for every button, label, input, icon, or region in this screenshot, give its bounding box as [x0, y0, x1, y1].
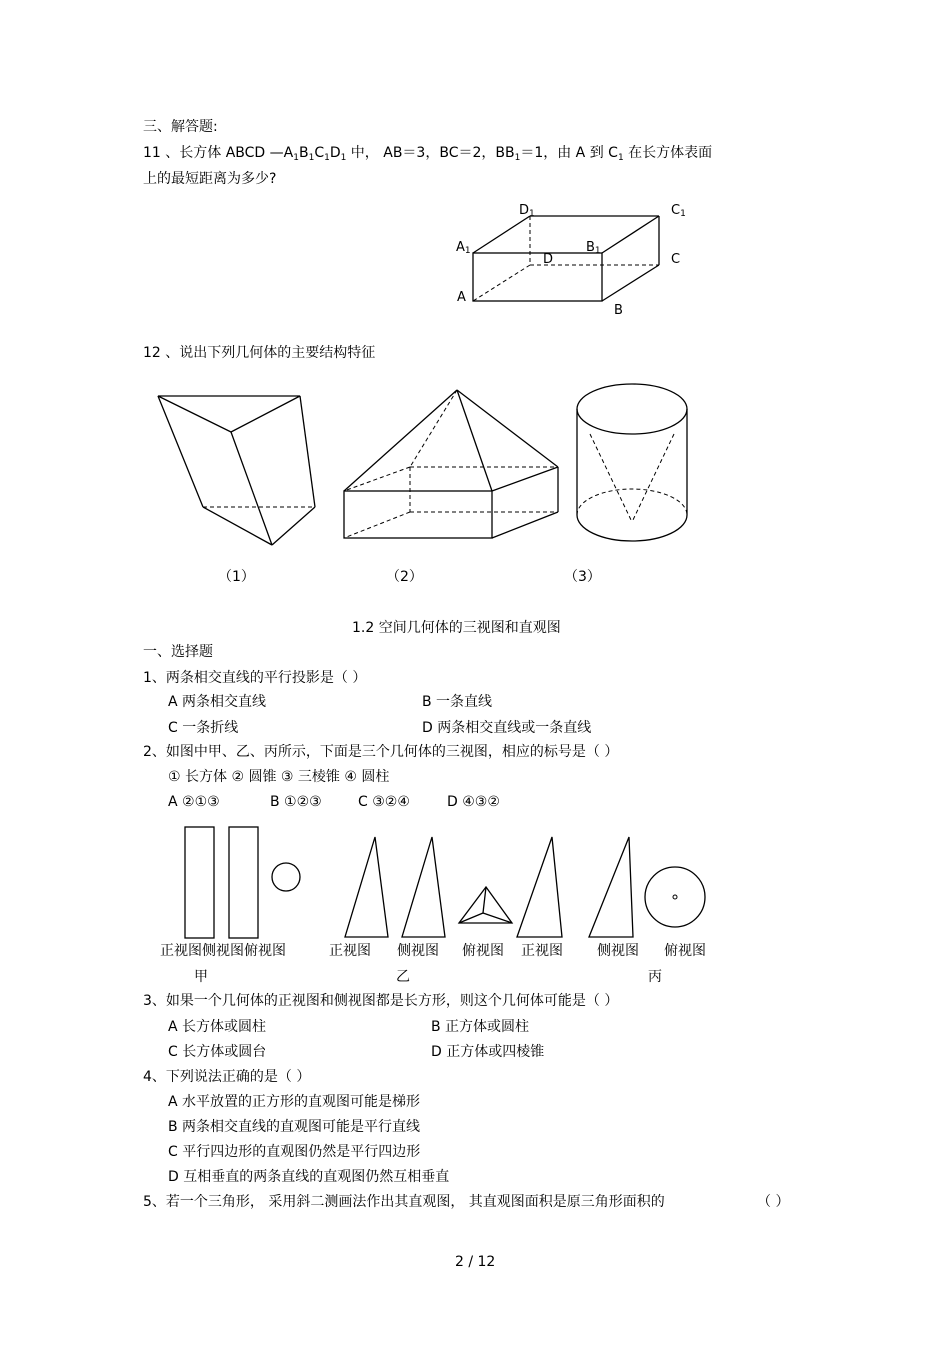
jia-views	[185, 827, 300, 938]
q11-line1: 11 、长方体 ABCD $—A_1B_1C_1D_1$ 中， AB＝3，BC＝2，$BB_1=1$，由 A 到 $C_1$ 在长方体表面	[143, 145, 713, 163]
cuboid-figure	[473, 216, 659, 301]
q4-option-b: B 两条相交直线的直观图可能是平行直线	[168, 1119, 421, 1135]
q5-stem: 5、若一个三角形， 采用斜二测画法作出其直观图， 其直观图面积是原三角形面积的	[143, 1194, 665, 1210]
q1-option-d: D 两条相交直线或一条直线	[422, 720, 592, 736]
svg-text:C1: C1	[671, 203, 686, 219]
yi-label: 乙	[396, 969, 410, 985]
yi-side-label: 侧视图	[397, 943, 439, 959]
section-heading: 1.2 空间几何体的三视图和直观图	[352, 620, 561, 636]
q2-choice-c: C ③②④	[358, 794, 410, 810]
cylinder-cone-figure	[577, 384, 687, 541]
yi-views	[345, 837, 512, 937]
bing-views	[517, 837, 705, 937]
svg-text:A1: A1	[456, 240, 471, 256]
q11-line2: 上的最短距离为多少?	[143, 171, 277, 187]
q12-stem: 12 、说出下列几何体的主要结构特征	[143, 345, 376, 361]
q3-option-d: D 正方体或四棱锥	[431, 1044, 545, 1060]
bing-top-label: 俯视图	[664, 943, 706, 959]
page-number: 2 / 12	[455, 1254, 496, 1270]
q4-option-c: C 平行四边形的直观图仍然是平行四边形	[168, 1144, 421, 1160]
q1-stem: 1、两条相交直线的平行投影是（ ）	[143, 670, 367, 686]
solid-label-2: （2）	[386, 569, 423, 585]
svg-text:C: C	[671, 252, 681, 267]
oblique-prism-figure	[158, 396, 315, 545]
bing-label: 丙	[648, 969, 662, 985]
q4-stem: 4、下列说法正确的是（ ）	[143, 1069, 311, 1085]
q3-option-b: B 正方体或圆柱	[431, 1019, 530, 1035]
solid-label-3: （3）	[564, 569, 601, 585]
q3-option-c: C 长方体或圆台	[168, 1044, 267, 1060]
q5-paren: （ ）	[757, 1194, 790, 1210]
q1-option-b: B 一条直线	[422, 694, 493, 710]
svg-text:B1: B1	[586, 240, 601, 256]
q3-option-a: A 长方体或圆柱	[168, 1019, 267, 1035]
pyramid-prism-figure	[344, 390, 558, 538]
svg-text:D: D	[543, 252, 554, 267]
q2-options-line: ① 长方体 ② 圆锥 ③ 三棱锥 ④ 圆柱	[168, 769, 390, 785]
yi-front-label: 正视图	[329, 943, 371, 959]
q1-option-c: C 一条折线	[168, 720, 239, 736]
q1-option-a: A 两条相交直线	[168, 694, 267, 710]
q2-stem: 2、如图中甲、乙、丙所示，下面是三个几何体的三视图，相应的标号是（ ）	[143, 744, 619, 760]
solid-label-1: （1）	[218, 569, 255, 585]
bing-side-label: 侧视图	[597, 943, 639, 959]
q2-choice-a: A ②①③	[168, 794, 220, 810]
q2-choice-b: B ①②③	[270, 794, 322, 810]
svg-text:B: B	[614, 303, 623, 318]
q3-stem: 3、如果一个几何体的正视图和侧视图都是长方形，则这个几何体可能是（ ）	[143, 993, 619, 1009]
svg-text:A: A	[457, 290, 466, 305]
section1-title: 一、选择题	[143, 644, 213, 660]
jia-label: 甲	[194, 969, 208, 985]
section3-title: 三、解答题:	[143, 119, 218, 135]
yi-top-label: 俯视图	[462, 943, 504, 959]
jia-view-labels: 正视图侧视图俯视图	[160, 943, 286, 959]
svg-text:D1: D1	[519, 203, 535, 219]
q4-option-d: D 互相垂直的两条直线的直观图仍然互相垂直	[168, 1169, 450, 1185]
bing-front-label: 正视图	[521, 943, 563, 959]
q2-choice-d: D ④③②	[447, 794, 500, 810]
q4-option-a: A 水平放置的正方形的直观图可能是梯形	[168, 1094, 421, 1110]
